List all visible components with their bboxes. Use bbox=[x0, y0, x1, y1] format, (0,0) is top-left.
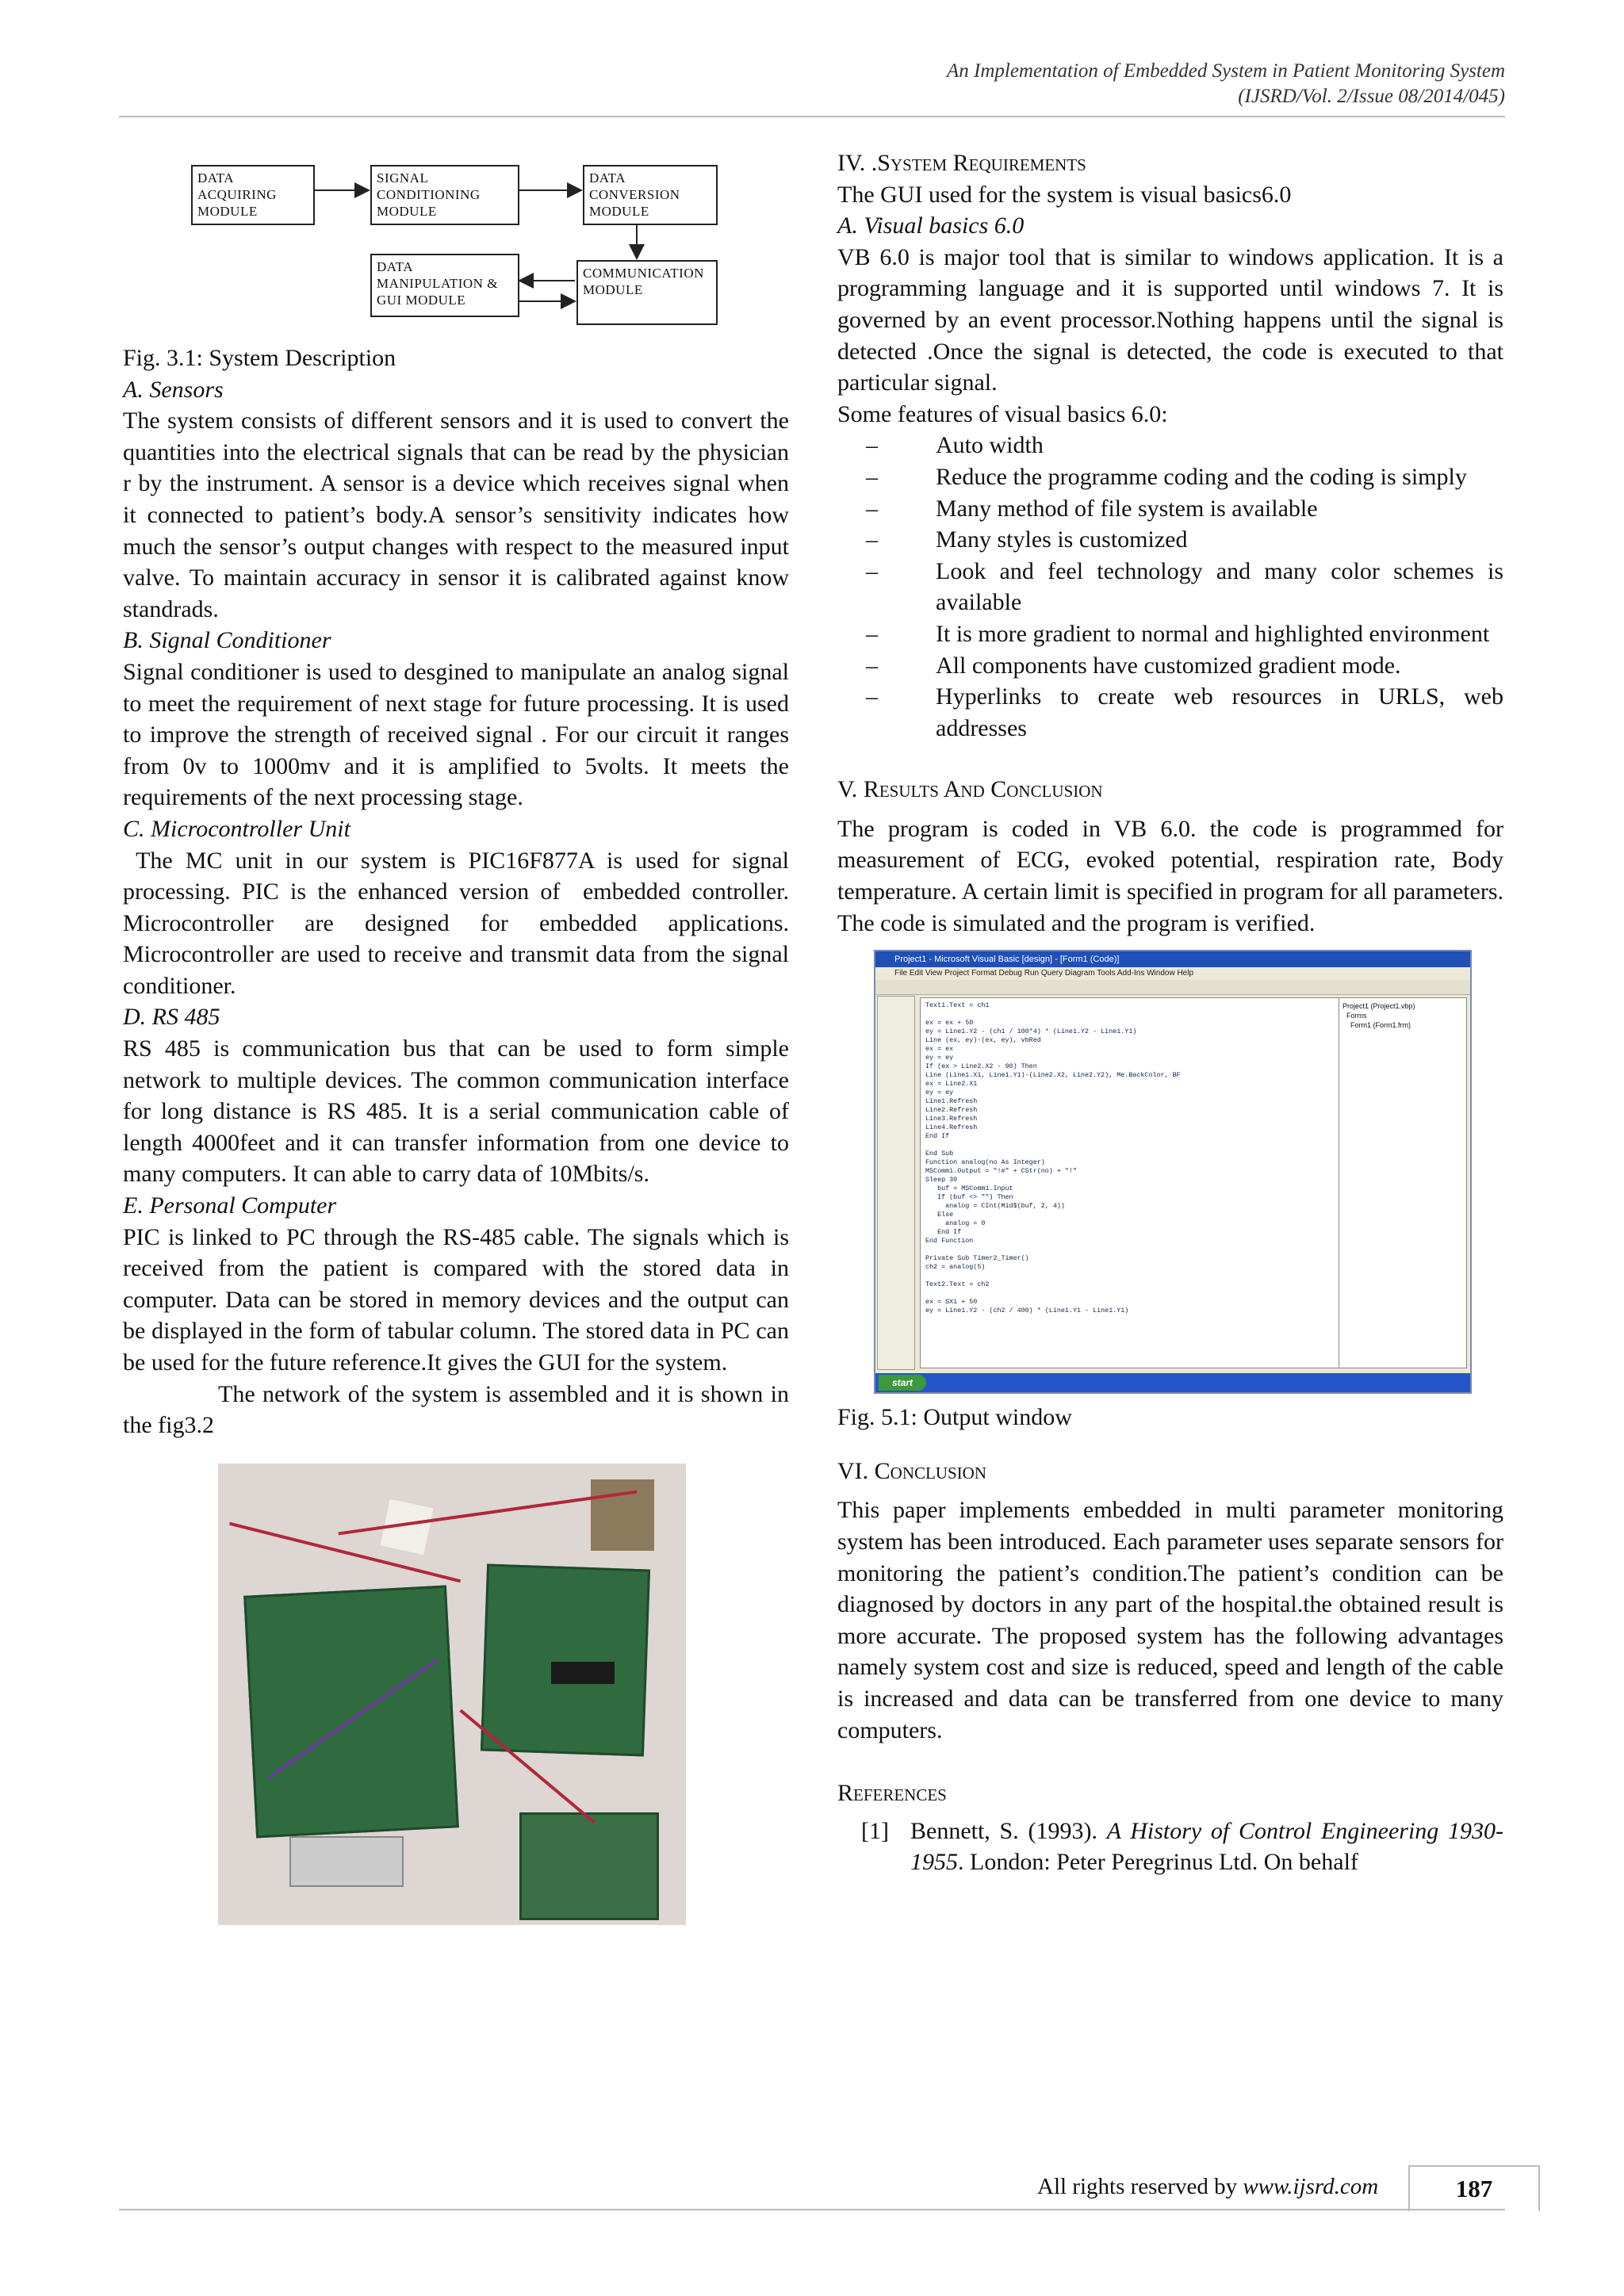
list-item: – All components have customized gradient mode. bbox=[866, 652, 1401, 679]
list-item: – Reduce the programme coding and the coding is simply bbox=[866, 463, 1467, 490]
left-column bbox=[123, 147, 795, 1925]
section-4-title: System Requirements bbox=[877, 150, 1086, 176]
block-signal-conditioning: SIGNAL CONDITIONING MODULE bbox=[370, 165, 519, 225]
pcb-board-bottom bbox=[519, 1812, 659, 1920]
footer-text: All rights reserved by www.ijsrd.com bbox=[1037, 2174, 1379, 2199]
rs485-heading: D. RS 485 bbox=[123, 1004, 220, 1031]
running-header bbox=[947, 59, 1505, 109]
right-column bbox=[837, 147, 1503, 1878]
fig-5-1-caption: Fig. 5.1: Output window bbox=[837, 1404, 1072, 1431]
visual-basics-heading: A. Visual basics 6.0 bbox=[837, 212, 1025, 239]
vb-toolbox bbox=[877, 996, 915, 1370]
page-number: 187 bbox=[1408, 2165, 1540, 2211]
references-heading: References bbox=[837, 1780, 947, 1807]
footer-rule bbox=[119, 2209, 1505, 2210]
references-list bbox=[837, 1816, 1503, 1878]
vb-code-window: Text1.Text = ch1 ex = ex + 50 ey = Line1.Y2 - (ch1 / 100*4) * (Line1.Y2 - Line1.Y1) Line (ex, ey)-(ex, ey), vbRed ex = ex ey = ey If (ex > Line2.X2 - 90) Then Line (Line1.X1, Line1.Y1)-(Line2.X2, Line2.Y2), Me.BackColor, BF ex = Line2.X1 ey = ey Line1.Refresh Line2.Refresh Line3.Refresh Line4.Refresh End If End Sub Function analog(no As Integer) MSComm1.Output = "!#" + CStr(no) + "!" Sleep 30 buf = MSComm1.Input If (buf <> "") Then analog = CInt(Mid$(buf, 2, 4)) Else analog = 0 End If End Function Private Sub Timer2_Timer() ch2 = analog(5) Text2.Text = ch2 ex = SX1 + 50 ey = Line1.Y2 - (ch2 / 400) * (Line1.Y1 - Line1.Y1) bbox=[920, 997, 1343, 1368]
network-paragraph: The network of the system is assembled and it is shown in the fig3.2 bbox=[123, 1380, 789, 1439]
vb-toolbar bbox=[875, 980, 1470, 995]
sensors-paragraph: The system consists of different sensors and it is used to convert the quantities into the electrical signals that can be read by the physician r by the instrument. A sensor is a device which receives signal when it connected to patient’s body.A sensor’s sensitivity indicates how much the sensor’s output changes with respect to the measured input valve. To maintain accuracy in sensor it is calibrated against know standrads. bbox=[123, 408, 789, 622]
fig-3-1-caption: Fig. 3.1: System Description bbox=[123, 345, 396, 371]
microcontroller-paragraph: The MC unit in our system is PIC16F877A is used for signal processing. PIC is the enhanced version of embedded controller. Microcontroller are designed for embedded applications. Microcontroller are used to receive and transmit data from the signal conditioner. bbox=[123, 847, 795, 999]
block-data-acquiring: DATA ACQUIRING MODULE bbox=[191, 165, 315, 225]
section-6-heading bbox=[837, 1456, 1503, 1487]
rs485-paragraph: RS 485 is communication bus that can be used to form simple network to multiple devices. The common communication interface for long distance is RS 485. It is a serial communication cable of length 4000feet and it can transfer information from one device to many computers. It can able to carry data of 10Mbits/s. bbox=[123, 1035, 789, 1188]
vb-output-screenshot bbox=[874, 950, 1472, 1394]
list-item: – Many method of file system is available bbox=[866, 495, 1318, 522]
vb-menu-bar: File Edit View Project Format Debug Run Query Diagram Tools Add-Ins Window Help bbox=[894, 969, 1194, 978]
section-5-heading bbox=[837, 774, 1503, 806]
header-title: An Implementation of Embedded System in Patient Monitoring System bbox=[946, 60, 1505, 82]
header-rule bbox=[119, 116, 1505, 117]
pcb-board-left bbox=[243, 1585, 459, 1838]
windows-taskbar bbox=[875, 1373, 1470, 1392]
block-data-manipulation: DATA MANIPULATION & GUI MODULE bbox=[370, 254, 519, 317]
reference-title: A History of Control Engineering 1930-1955 bbox=[910, 1817, 1503, 1876]
microcontroller-heading: C. Microcontroller Unit bbox=[123, 815, 350, 842]
section-4-heading bbox=[837, 147, 1503, 179]
section-4-number: IV. . bbox=[837, 150, 878, 176]
section-5-number: V. bbox=[837, 776, 864, 803]
signal-conditioner-paragraph: Signal conditioner is used to desgined to manipulate an analog signal to meet the requirement of next stage for future processing. It is used to improve the strength of received signal . For our circuit it ranges from 0v to 1000mv and it is amplified to 5volts. It meets the requirements of the next processing stage. bbox=[123, 658, 789, 811]
gui-sentence: The GUI used for the system is visual basics6.0 bbox=[837, 181, 1292, 208]
features-list bbox=[837, 430, 1503, 744]
personal-computer-heading: E. Personal Computer bbox=[123, 1192, 337, 1219]
signal-conditioner-heading: B. Signal Conditioner bbox=[123, 627, 331, 654]
start-button: start bbox=[879, 1375, 926, 1391]
list-item: – Auto width bbox=[866, 432, 1044, 459]
microcontroller-chip bbox=[551, 1662, 615, 1684]
visual-basics-paragraph: VB 6.0 is major tool that is similar to windows application. It is a programming language and it is supported until windows 7. It is governed by an event processor.Nothing happens until the signal is detected .Once the signal is detected, the code is executed to that particular signal. bbox=[837, 243, 1503, 396]
vb-title-bar: Project1 - Microsoft Visual Basic [design] - [Form1 (Code)] bbox=[875, 951, 1470, 967]
sensors-heading: A. Sensors bbox=[123, 376, 224, 403]
hardware-photo bbox=[218, 1464, 686, 1925]
system-block-diagram bbox=[123, 163, 789, 338]
footer-site-link[interactable]: www.ijsrd.com bbox=[1243, 2174, 1379, 2199]
section-5-title: Results And Conclusion bbox=[863, 776, 1103, 803]
connector-block bbox=[289, 1836, 404, 1887]
transformer bbox=[591, 1479, 654, 1551]
header-issue: (IJSRD/Vol. 2/Issue 08/2014/045) bbox=[1238, 86, 1505, 107]
results-paragraph: The program is coded in VB 6.0. the code is programmed for measurement of ECG, evoked potential, respiration rate, Body temperature. A certain limit is specified in program for all parameters. The code is simulated and the program is verified. bbox=[837, 815, 1503, 936]
conclusion-paragraph: This paper implements embedded in multi parameter monitoring system has been introduced. Each parameter uses separate sensors for monitoring the patient’s condition.The patient’s condition can be diagnosed by doctors in any part of the hospital.the obtained result is more accurate. The proposed system has the following advantages namely system cost and size is reduced, speed and length of the cable is increased and data can be transferred from one device to many computers. bbox=[837, 1497, 1503, 1743]
section-6-title: Conclusion bbox=[874, 1457, 987, 1484]
list-item: – Many styles is customized bbox=[866, 526, 1188, 553]
block-data-conversion: DATA CONVERSION MODULE bbox=[583, 165, 718, 225]
reference-number: [1] bbox=[861, 1817, 889, 1844]
personal-computer-paragraph: PIC is linked to PC through the RS-485 cable. The signals which is received from the patient is compared with the stored data in computer. Data can be stored in memory devices and the output can be displayed in the form of tabular column. The stored data in PC can be used for the future reference.It gives the GUI for the system. bbox=[123, 1223, 789, 1376]
features-intro: Some features of visual basics 6.0: bbox=[837, 400, 1168, 427]
vb-project-explorer: Project1 (Project1.vbp) Forms Form1 (Form1.frm) bbox=[1339, 997, 1467, 1368]
list-item: – Look and feel technology and many color schemes is available bbox=[866, 557, 1503, 616]
reference-1: [1] Bennett, S. (1993). A History of Control Engineering 1930-1955. London: Peter Peregrinus Ltd. On behalf bbox=[837, 1816, 1503, 1878]
pcb-board-right bbox=[481, 1563, 650, 1756]
section-6-number: VI. bbox=[837, 1457, 875, 1484]
list-item: – Hyperlinks to create web resources in URLS, web addresses bbox=[866, 683, 1503, 741]
block-communication: COMMUNICATION MODULE bbox=[576, 260, 718, 325]
list-item: – It is more gradient to normal and highlighted environment bbox=[866, 620, 1490, 647]
